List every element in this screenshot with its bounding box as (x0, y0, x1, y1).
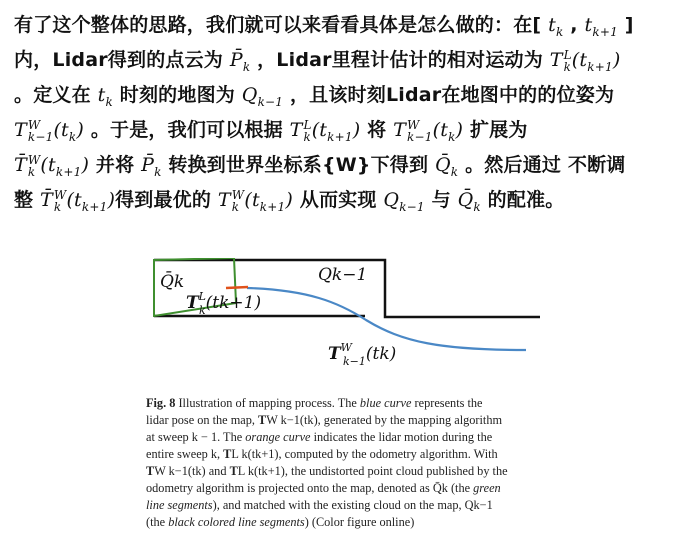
math-symbol: ) (107, 189, 116, 211)
math-symbol: $P̄_k$ (141, 154, 162, 179)
caption-line (146, 514, 546, 531)
caption-text: orange curve (245, 430, 311, 444)
math-symbol: ) (612, 49, 621, 71)
caption-text: Illustration of mapping process. The (175, 396, 360, 410)
math-symbol: (t (311, 119, 328, 141)
math-symbol: k+1 (587, 60, 613, 74)
caption-text: black colored line segments (168, 515, 305, 529)
math-symbol: ) (455, 119, 464, 141)
math-symbol: $t_k$ (97, 84, 113, 109)
label-qbar-k: Q̄k (160, 272, 185, 292)
caption-text: L k(tk+1), the undistorted point cloud published by the (237, 464, 508, 478)
paragraph-text: ] (617, 14, 634, 36)
math-symbol: T̄ W k (14, 153, 41, 179)
math-symbol: k (68, 130, 77, 144)
math-symbol: T W k−1 (393, 118, 433, 144)
math-symbol: (t (432, 119, 449, 141)
caption-text: odometry algorithm is projected onto the map, denoted as Q̄k (the (146, 481, 474, 495)
paragraph-text: 转换到世界坐标系{W}下得到 (161, 154, 436, 176)
math-symbol: $t_k$ (548, 14, 564, 39)
caption-line (146, 480, 546, 497)
caption-text: ), and matched with the existing cloud on the map, Qk−1 (212, 498, 493, 512)
math-symbol: (t (40, 154, 56, 176)
math-symbol: T L k (289, 118, 312, 144)
math-symbol: k+1 (55, 165, 82, 179)
caption-text: T (146, 464, 155, 478)
caption-text: ) (Color figure online) (304, 515, 415, 529)
paragraph-line (14, 113, 679, 148)
math-symbol: T L k (549, 48, 572, 74)
caption-text: green (473, 481, 501, 495)
caption-text: L k(tk+1), computed by the odometry algorithm. With (231, 447, 498, 461)
blue-curve (247, 288, 526, 350)
paragraph-text: 有了这个整体的思路，我们就可以来看看具体是怎么做的：在[ (14, 14, 549, 36)
math-symbol: (t (244, 189, 260, 211)
paragraph-text: 并将 (89, 154, 142, 176)
math-symbol: $Q̄_k$ (457, 189, 481, 214)
math-symbol: $t_{k+1}$ (584, 14, 618, 39)
caption-line (146, 446, 546, 463)
figure-caption (146, 395, 546, 531)
paragraph-text: 的配准。 (480, 189, 565, 211)
orange-curve (226, 287, 248, 288)
caption-text: represents the (411, 396, 483, 410)
math-symbol: k+1 (81, 200, 108, 214)
paragraph-text: , (563, 14, 585, 36)
math-symbol: (t (571, 49, 588, 71)
caption-text: T (229, 464, 238, 478)
caption-text: at sweep k − 1. The (146, 430, 246, 444)
paragraph-text: 整 (14, 189, 41, 211)
paragraph-text: 内，Lidar得到的点云为 (14, 49, 230, 71)
math-symbol: T W k (217, 188, 245, 214)
caption-text: lidar pose on the map, (146, 413, 259, 427)
paragraph-text: 与 (424, 189, 458, 211)
paragraph-text: 时刻的地图为 (112, 84, 242, 106)
caption-line (146, 463, 546, 480)
math-symbol: k (448, 130, 456, 144)
paragraph-text: 得到最优的 (115, 189, 218, 211)
label-t-world: $T^W$ k−1(tk) (328, 341, 397, 368)
caption-line (146, 395, 546, 412)
math-symbol: k+1 (259, 200, 286, 214)
math-symbol: T̄ W k (40, 188, 67, 214)
paragraph-line (14, 78, 679, 113)
caption-line (146, 497, 546, 514)
math-symbol: T W k−1 (14, 118, 54, 144)
paragraph-line (14, 148, 679, 183)
paragraph-line (14, 8, 679, 43)
caption-text: indicates the lidar motion during the (310, 430, 493, 444)
paragraph-text: 。定义在 (14, 84, 98, 106)
paragraph-text: 从而实现 (292, 189, 384, 211)
explanation-paragraph (14, 8, 679, 218)
paragraph-text: ，且该时刻Lidar在地图中的的位姿为 (283, 84, 615, 106)
caption-text: Fig. 8 (146, 396, 176, 410)
mapping-process-figure (140, 258, 540, 388)
caption-text: line segments (146, 498, 213, 512)
caption-text: T (223, 447, 232, 461)
math-symbol: $P̄_k$ (229, 49, 251, 74)
caption-text: blue curve (359, 396, 412, 410)
label-q-k-minus-1: Qk−1 (318, 265, 368, 285)
math-symbol: (t (66, 189, 82, 211)
math-symbol: ) (76, 119, 84, 141)
paragraph-line (14, 43, 679, 78)
caption-text: W k−1(tk) and (154, 464, 230, 478)
caption-text: W k−1(tk), generated by the mapping algorithm (266, 413, 503, 427)
math-symbol: $Q̄_k$ (435, 154, 459, 179)
paragraph-text: 。于是，我们可以根据 (84, 119, 290, 141)
math-symbol: $Q_{k-1}$ (241, 84, 284, 109)
paragraph-text: 扩展为 (463, 119, 528, 141)
caption-text: T (258, 413, 267, 427)
math-symbol: ) (352, 119, 361, 141)
label-t-lidar: $T^L$ k(tk+1) (186, 290, 262, 317)
math-symbol: ) (285, 189, 293, 211)
math-symbol: (t (53, 119, 69, 141)
paragraph-text: 将 (360, 119, 394, 141)
math-symbol: $Q_{k-1}$ (383, 189, 425, 214)
paragraph-text: 。然后通过 不断调 (458, 154, 626, 176)
caption-line (146, 429, 546, 446)
paragraph-text: ，Lidar里程计估计的相对运动为 (250, 49, 550, 71)
math-symbol: ) (81, 154, 90, 176)
caption-text: entire sweep k, (146, 447, 224, 461)
caption-text: (the (146, 515, 169, 529)
caption-line (146, 412, 546, 429)
paragraph-line (14, 183, 679, 218)
math-symbol: k+1 (327, 130, 353, 144)
